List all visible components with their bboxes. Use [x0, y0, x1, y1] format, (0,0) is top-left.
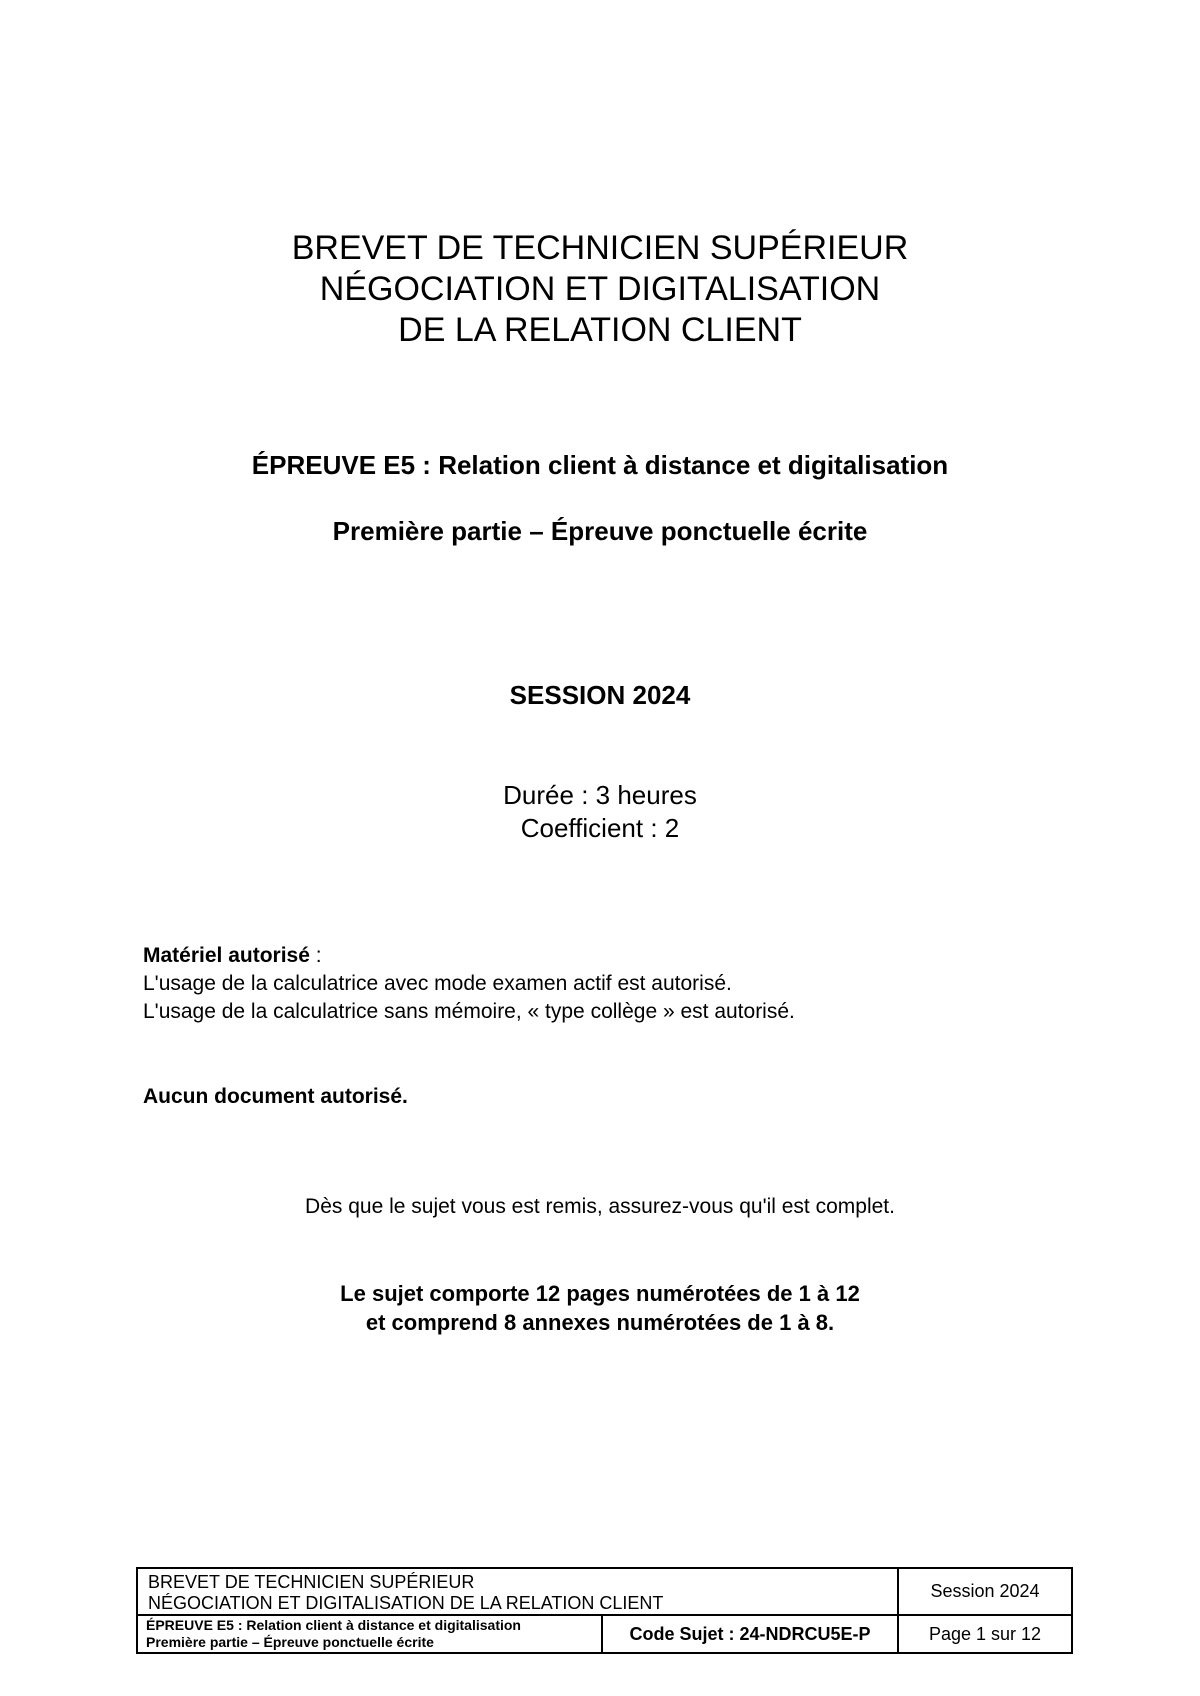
footer-page-cell	[899, 1616, 1071, 1652]
diploma-title-line2: NÉGOCIATION ET DIGITALISATION	[319, 270, 881, 308]
footer-code-sujet: Code Sujet : 24-NDRCU5E-P	[629, 1623, 871, 1644]
materiel-line1: L'usage de la calculatrice avec mode examen actif est autorisé.	[143, 972, 732, 995]
session-heading: SESSION 2024	[509, 680, 691, 710]
epreuve-title: ÉPREUVE E5 : Relation client à distance et digitalisation	[251, 450, 949, 480]
materiel-colon: :	[309, 944, 322, 967]
pages-notice-line1: Le sujet comporte 12 pages numérotées de 1 à 12	[340, 1281, 860, 1306]
footer-epreuve-line2: Première partie – Épreuve ponctuelle écrite	[146, 1634, 434, 1650]
diploma-title-line3: DE LA RELATION CLIENT	[398, 311, 802, 349]
aucun-document-notice: Aucun document autorisé.	[143, 1085, 408, 1108]
partie-subtitle: Première partie – Épreuve ponctuelle écrite	[332, 516, 868, 546]
footer-table	[136, 1567, 1073, 1654]
footer-diploma-line2: NÉGOCIATION ET DIGITALISATION DE LA RELATION CLIENT	[148, 1593, 664, 1613]
exam-duration-block	[0, 779, 1200, 845]
duree-text: Durée : 3 heures	[503, 780, 697, 810]
diploma-title	[0, 228, 1200, 351]
pages-notice-line2: et comprend 8 annexes numérotées de 1 à 8.	[365, 1310, 835, 1335]
footer-code-cell	[603, 1616, 899, 1652]
materiel-heading	[143, 942, 1143, 970]
footer-page-number: Page 1 sur 12	[928, 1623, 1042, 1644]
materiel-line2: L'usage de la calculatrice sans mémoire, « type collège » est autorisé.	[143, 1000, 795, 1023]
footer-diploma-line1: BREVET DE TECHNICIEN SUPÉRIEUR	[148, 1572, 475, 1592]
coefficient-text: Coefficient : 2	[520, 813, 680, 843]
materiel-section	[143, 942, 1143, 1026]
materiel-label: Matériel autorisé	[143, 944, 310, 967]
footer-session-cell	[899, 1569, 1071, 1616]
footer-epreuve-line1: ÉPREUVE E5 : Relation client à distance et digitalisation	[146, 1617, 521, 1633]
pages-notice	[0, 1279, 1200, 1337]
footer-session: Session 2024	[930, 1581, 1040, 1601]
footer-diploma-cell	[138, 1569, 899, 1616]
complet-notice: Dès que le sujet vous est remis, assurez-vous qu'il est complet.	[305, 1195, 895, 1218]
diploma-title-line1: BREVET DE TECHNICIEN SUPÉRIEUR	[291, 229, 909, 267]
footer-epreuve-cell	[138, 1616, 603, 1652]
